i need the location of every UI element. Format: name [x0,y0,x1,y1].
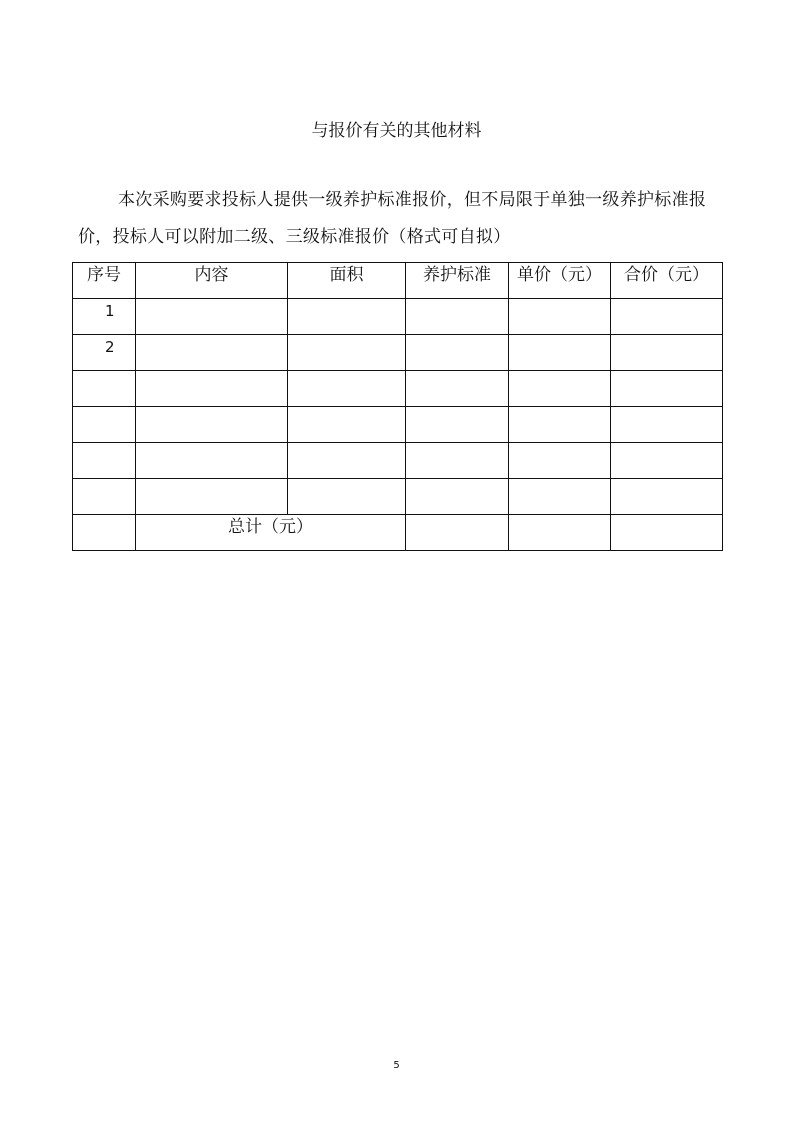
row-number: 2 [73,335,136,371]
header-cell: 合价（元） [611,263,723,299]
cell [406,479,509,515]
cell [288,479,406,515]
cell [611,371,723,407]
page-title: 与报价有关的其他材料 [311,121,482,141]
table-row [73,335,723,371]
cell [509,335,611,371]
cell [611,443,723,479]
table-row [73,443,723,479]
cell [611,335,723,371]
cell [611,299,723,335]
row-number [73,479,136,515]
table-row [73,371,723,407]
row-number [73,407,136,443]
header-cell: 序号 [73,263,136,299]
cell [509,479,611,515]
table-row [73,299,723,335]
cell [136,407,288,443]
cell [136,335,288,371]
header-cell: 面积 [288,263,406,299]
cell [288,443,406,479]
cell [509,443,611,479]
table-header-row [73,263,723,299]
cell [406,443,509,479]
cell [288,371,406,407]
cell [288,335,406,371]
cell [406,407,509,443]
header-cell: 养护标准 [406,263,509,299]
cell [136,479,288,515]
cell [509,299,611,335]
cell [406,371,509,407]
cell [509,407,611,443]
instructions-paragraph: 本次采购要求投标人提供一级养护标准报价，但不局限于单独一级养护标准报价，投标人可以附加二级、三级标准报价（格式可自拟） [78,190,707,247]
cell [406,335,509,371]
table-row [73,479,723,515]
cell [73,515,136,551]
page-number: 5 [393,1060,400,1071]
cell [136,299,288,335]
table-row [73,407,723,443]
cell [509,371,611,407]
row-number: 1 [73,299,136,335]
quote-table [72,262,723,551]
cell [288,299,406,335]
header-cell: 单价（元） [509,263,611,299]
cell [406,299,509,335]
header-cell: 内容 [136,263,288,299]
cell [509,515,611,551]
cell [136,443,288,479]
total-label: 总计（元） [136,515,406,551]
cell [611,407,723,443]
row-number [73,443,136,479]
cell [288,407,406,443]
cell [136,371,288,407]
cell [611,479,723,515]
cell [406,515,509,551]
total-row [73,515,723,551]
row-number [73,371,136,407]
cell [611,515,723,551]
